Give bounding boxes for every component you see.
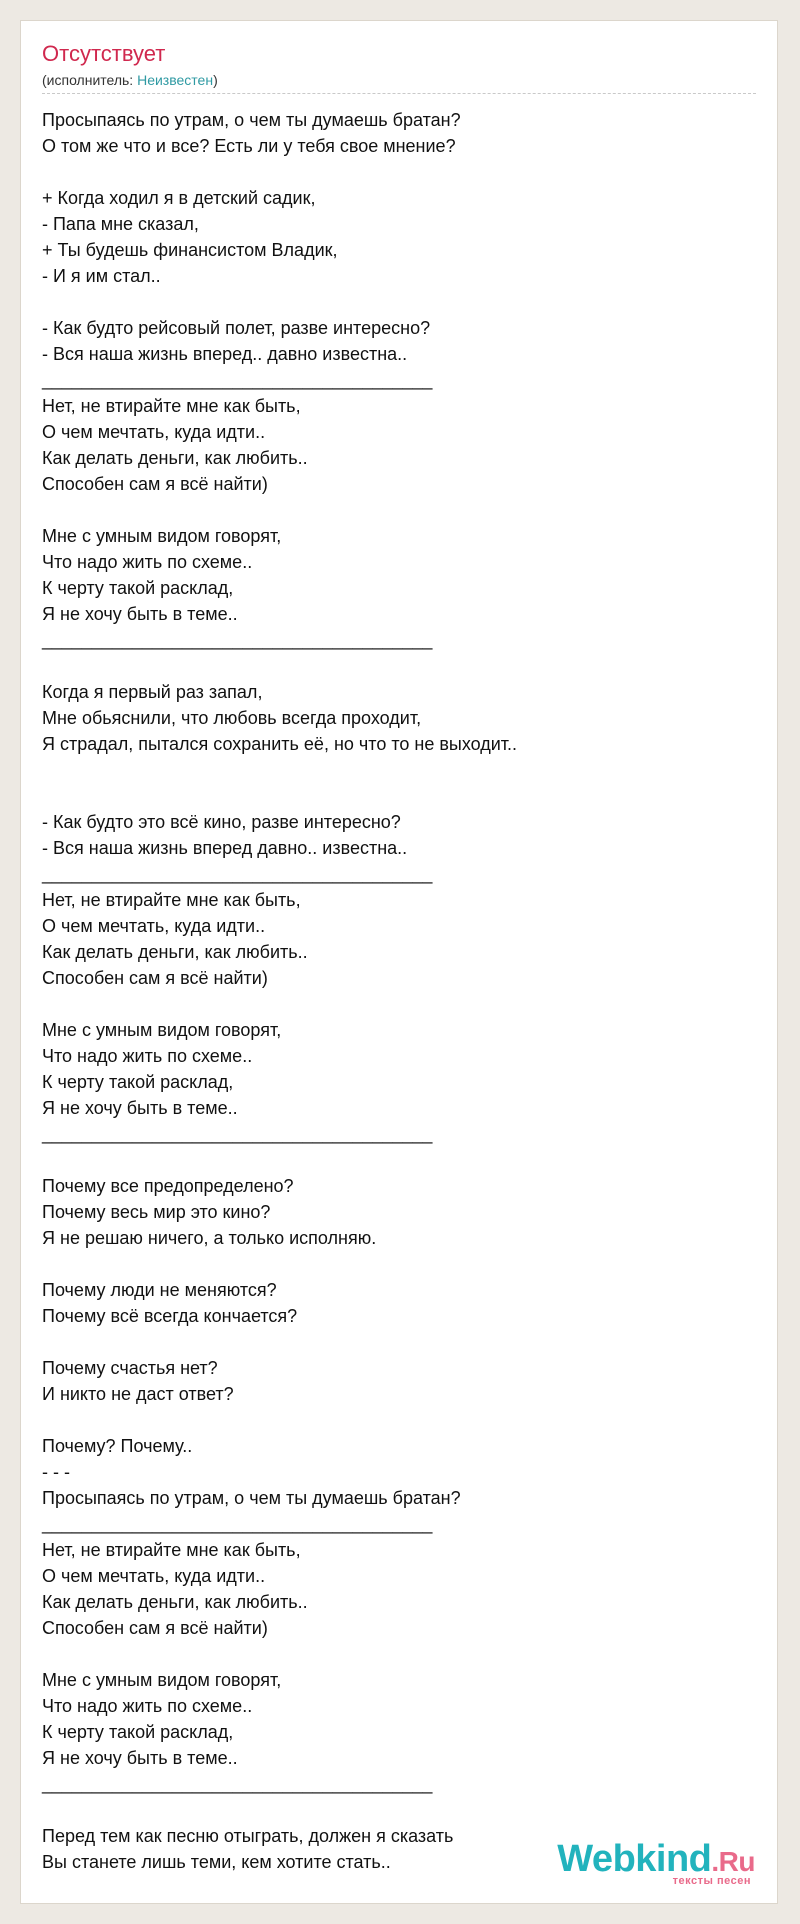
- lyrics-line: Нет, не втирайте мне как быть,: [42, 1540, 301, 1560]
- lyrics-line: Мне с умным видом говорят,: [42, 1020, 282, 1040]
- lyrics-line: И никто не даст ответ?: [42, 1384, 234, 1404]
- lyrics-line: Как делать деньги, как любить..: [42, 942, 308, 962]
- lyrics-line: - Вся наша жизнь вперед давно.. известна..: [42, 838, 408, 858]
- lyrics-line: Когда я первый раз запал,: [42, 682, 263, 702]
- lyrics-separator: _______________________________________: [42, 1514, 433, 1534]
- lyrics-line: Нет, не втирайте мне как быть,: [42, 396, 301, 416]
- header-divider: [42, 93, 756, 94]
- lyrics-line: К черту такой расклад,: [42, 1722, 234, 1742]
- lyrics-line: Как делать деньги, как любить..: [42, 1592, 308, 1612]
- lyrics-text: [42, 107, 742, 1875]
- lyrics-blank-line: [42, 1147, 742, 1173]
- lyrics-blank-line: [42, 289, 742, 315]
- lyrics-line: Я не решаю ничего, а только исполняю.: [42, 1228, 377, 1248]
- performer-prefix: (исполнитель:: [42, 72, 138, 88]
- lyrics-line: - Как будто рейсовый полет, разве интересно?: [42, 318, 431, 338]
- performer-line: [42, 73, 218, 87]
- lyrics-line: Почему весь мир это кино?: [42, 1202, 271, 1222]
- lyrics-line: Мне обьяснили, что любовь всегда проходит,: [42, 708, 422, 728]
- lyrics-line: - И я им стал..: [42, 266, 161, 286]
- site-logo[interactable]: [555, 1839, 755, 1885]
- lyrics-line: Я не хочу быть в теме..: [42, 1748, 238, 1768]
- lyrics-line: Почему все предопределено?: [42, 1176, 294, 1196]
- lyrics-separator: _______________________________________: [42, 864, 433, 884]
- lyrics-line: Способен сам я всё найти): [42, 968, 268, 988]
- logo-tld: .Ru: [711, 1846, 755, 1877]
- lyrics-line: О чем мечтать, куда идти..: [42, 916, 266, 936]
- lyrics-line: + Ты будешь финансистом Владик,: [42, 240, 338, 260]
- lyrics-line: Вы станете лишь теми, кем хотите стать..: [42, 1852, 391, 1872]
- lyrics-line: - - -: [42, 1462, 70, 1482]
- lyrics-line: Способен сам я всё найти): [42, 1618, 268, 1638]
- lyrics-line: Мне с умным видом говорят,: [42, 1670, 282, 1690]
- lyrics-line: Я не хочу быть в теме..: [42, 604, 238, 624]
- logo-name: Webkind: [557, 1838, 712, 1880]
- lyrics-separator: _______________________________________: [42, 630, 433, 650]
- lyrics-blank-line: [42, 783, 742, 809]
- lyrics-line: Перед тем как песню отыграть, должен я сказать: [42, 1826, 454, 1846]
- lyrics-line: + Когда ходил я в детский садик,: [42, 188, 316, 208]
- lyrics-blank-line: [42, 1407, 742, 1433]
- song-title: Отсутствует: [42, 41, 166, 66]
- performer-link[interactable]: Неизвестен: [137, 72, 214, 88]
- lyrics-blank-line: [42, 497, 742, 523]
- lyrics-line: Что надо жить по схеме..: [42, 552, 253, 572]
- lyrics-blank-line: [42, 1797, 742, 1823]
- lyrics-separator: _______________________________________: [42, 370, 433, 390]
- lyrics-line: К черту такой расклад,: [42, 578, 234, 598]
- lyrics-line: - Вся наша жизнь вперед.. давно известна..: [42, 344, 408, 364]
- lyrics-line: К черту такой расклад,: [42, 1072, 234, 1092]
- lyrics-blank-line: [42, 159, 742, 185]
- logo-tagline: тексты песен: [672, 1875, 751, 1887]
- lyrics-line: О чем мечтать, куда идти..: [42, 1566, 266, 1586]
- lyrics-blank-line: [42, 757, 742, 783]
- lyrics-line: Как делать деньги, как любить..: [42, 448, 308, 468]
- lyrics-line: Что надо жить по схеме..: [42, 1696, 253, 1716]
- lyrics-line: Почему? Почему..: [42, 1436, 193, 1456]
- lyrics-line: Способен сам я всё найти): [42, 474, 268, 494]
- lyrics-card: [20, 20, 778, 1904]
- lyrics-line: Просыпаясь по утрам, о чем ты думаешь братан?: [42, 110, 461, 130]
- performer-suffix: ): [213, 72, 218, 88]
- lyrics-line: - Как будто это всё кино, разве интересно?: [42, 812, 401, 832]
- lyrics-line: О чем мечтать, куда идти..: [42, 422, 266, 442]
- lyrics-blank-line: [42, 1641, 742, 1667]
- lyrics-blank-line: [42, 653, 742, 679]
- lyrics-line: Почему счастья нет?: [42, 1358, 218, 1378]
- lyrics-blank-line: [42, 1251, 742, 1277]
- lyrics-line: Я страдал, пытался сохранить её, но что то не выходит..: [42, 734, 518, 754]
- lyrics-line: Почему всё всегда кончается?: [42, 1306, 298, 1326]
- lyrics-blank-line: [42, 1329, 742, 1355]
- lyrics-line: О том же что и все? Есть ли у тебя свое мнение?: [42, 136, 456, 156]
- lyrics-line: Мне с умным видом говорят,: [42, 526, 282, 546]
- lyrics-line: Что надо жить по схеме..: [42, 1046, 253, 1066]
- lyrics-line: Почему люди не меняются?: [42, 1280, 277, 1300]
- lyrics-line: Просыпаясь по утрам, о чем ты думаешь братан?: [42, 1488, 461, 1508]
- lyrics-line: Нет, не втирайте мне как быть,: [42, 890, 301, 910]
- lyrics-line: - Папа мне сказал,: [42, 214, 199, 234]
- lyrics-line: Я не хочу быть в теме..: [42, 1098, 238, 1118]
- lyrics-separator: _______________________________________: [42, 1124, 433, 1144]
- lyrics-separator: _______________________________________: [42, 1774, 433, 1794]
- lyrics-blank-line: [42, 991, 742, 1017]
